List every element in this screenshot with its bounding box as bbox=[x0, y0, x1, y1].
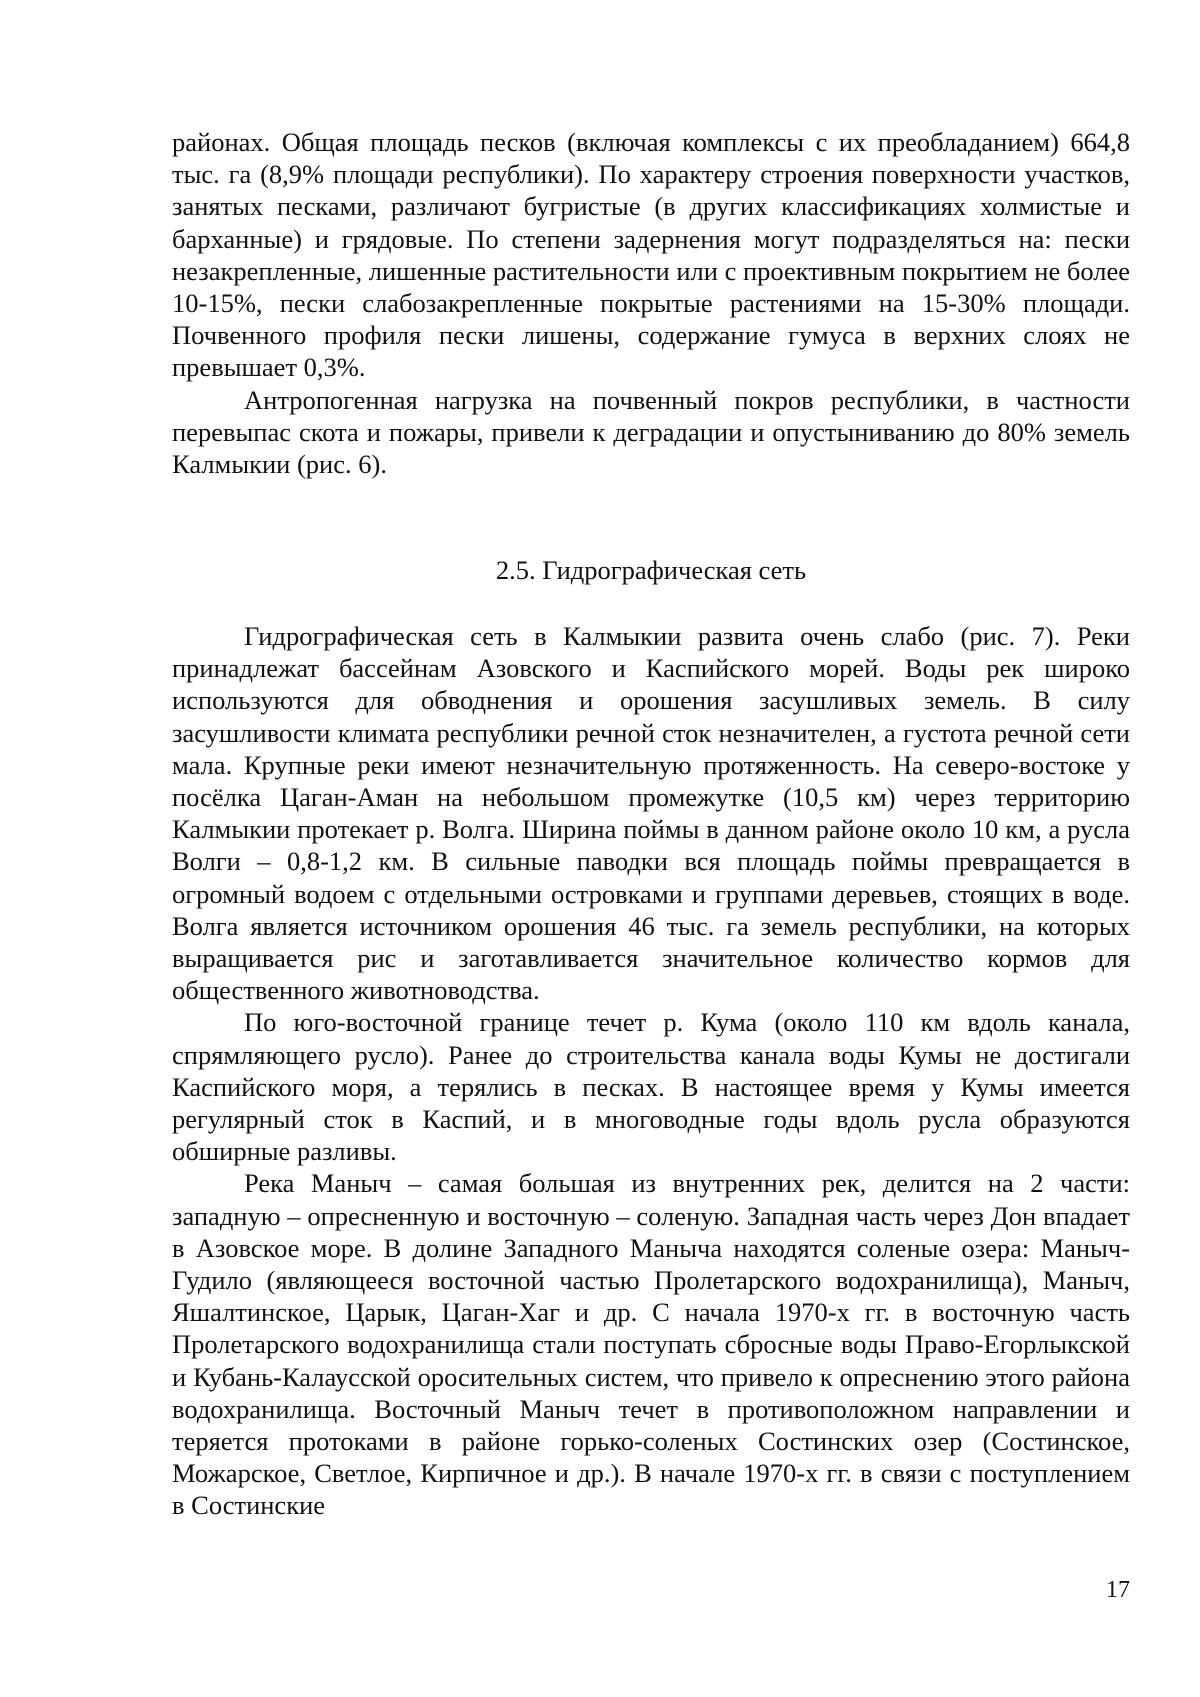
intro-paragraph: районах. Общая площадь песков (включая комплексы с их преобладанием) 664,8 тыс. га (8,9% площади республики). По характеру строения поверхности участков, занятых песками, различают бугристые (в других классификациях холмистые и барханные) и грядовые. По степени задернения могут подразделяться на: пески незакрепленные, лишенные растительности или с проективным покрытием не более 10-15%, пески слабозакрепленные покрытые растениями на 15-30% площади. Почвенного профиля пески лишены, содержание гумуса в верхних слоях не превышает 0,3%. bbox=[172, 127, 1130, 383]
hydrography-text-block bbox=[172, 620, 1130, 1522]
top-text-block bbox=[172, 126, 1130, 480]
section-heading: 2.5. Гидрографическая сеть bbox=[495, 555, 807, 585]
page-number: 17 bbox=[1106, 1577, 1130, 1603]
anthropogenic-paragraph: Антропогенная нагрузка на почвенный покров республики, в частности перевыпас скота и пожары, привели к деградации и опустыниванию до 80% земель Калмыкии (рис. 6). bbox=[172, 384, 1130, 480]
hydrography-paragraph-2: По юго-восточной границе течет р. Кума (около 110 км вдоль канала, спрямляющего русло). Ранее до строительства канала воды Кумы не достигали Каспийского моря, а терялись в песках. В настоящее время у Кумы имеется регулярный сток в Каспий, и в многоводные годы вдоль русла образуются обширные разливы. bbox=[172, 1007, 1130, 1167]
hydrography-paragraph-3: Река Маныч – самая большая из внутренних рек, делится на 2 части: западную – опресненную и восточную – соленую. Западная часть через Дон впадает в Азовское море. В долине Западного Маныча находятся соленые озера: Маныч-Гудило (являющееся восточной частью Пролетарского водохранилища), Маныч, Яшалтинское, Царык, Цаган-Хаг и др. С начала 1970-х гг. в восточную часть Пролетарского водохранилища стали поступать сбросные воды Право-Егорлыкской и Кубань-Калаусской оросительных систем, что привело к опреснению этого района водохранилища. Восточный Маныч течет в противоположном направлении и теряется протоками в районе горько-соленых Состинских озер (Состинское, Можарское, Светлое, Кирпичное и др.). В начале 1970-х гг. в связи с поступлением в Состинские bbox=[172, 1168, 1130, 1521]
hydrography-paragraph-1: Гидрографическая сеть в Калмыкии развита очень слабо (рис. 7). Реки принадлежат бассейнам Азовского и Каспийского морей. Воды рек широко используются для обводнения и орошения засушливых земель. В силу засушливости климата республики речной сток незначителен, а густота речной сети мала. Крупные реки имеют незначительную протяженность. На северо-востоке у посёлка Цаган-Аман на небольшом промежутке (10,5 км) через территорию Калмыкии протекает р. Волга. Ширина поймы в данном районе около 10 км, а русла Волги – 0,8-1,2 км. В сильные паводки вся площадь поймы превращается в огромный водоем с отдельными островками и группами деревьев, стоящих в воде. Волга является источником орошения 46 тыс. га земель республики, на которых выращивается рис и заготавливается значительное количество кормов для общественного животноводства. bbox=[172, 621, 1130, 1006]
